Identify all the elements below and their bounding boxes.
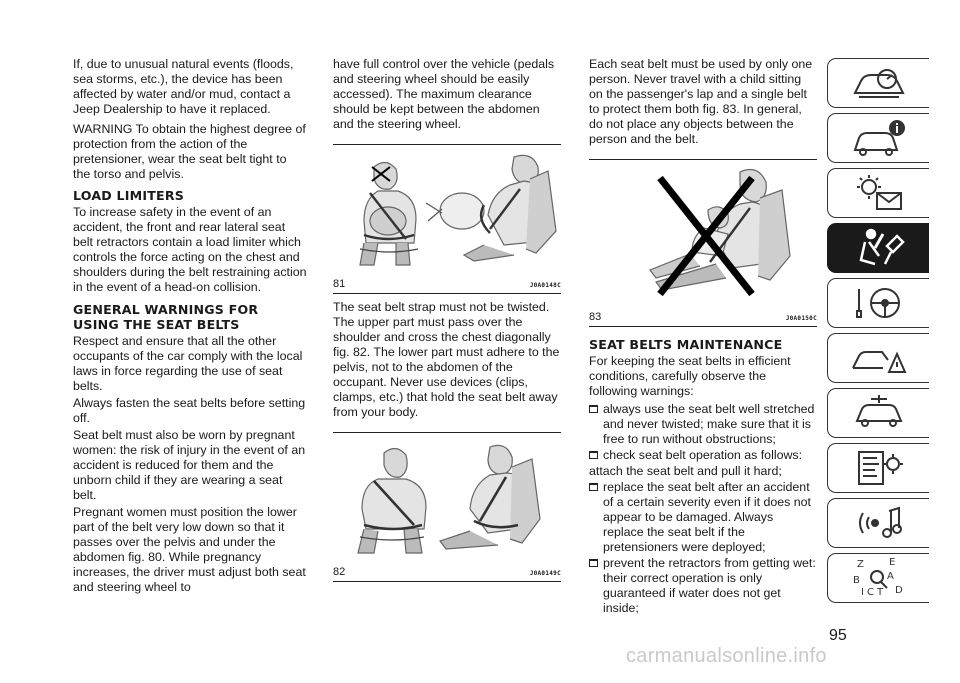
index-letter-d: D bbox=[894, 585, 903, 596]
heading-general-warnings-line1: GENERAL WARNINGS FOR bbox=[73, 302, 259, 317]
figure-83-caption bbox=[589, 310, 817, 326]
child-on-lap-prohibited-illustration bbox=[590, 164, 816, 302]
index-letter-z: Z bbox=[856, 559, 864, 570]
text-column-3 bbox=[589, 57, 817, 617]
paragraph-full-control: have full control over the vehicle (pedals and steering wheel should be easily accessed). The maximum clearance should be kept between the abdomen and the steering wheel. bbox=[333, 57, 555, 131]
warning-lights-message-icon bbox=[849, 173, 909, 213]
paragraph-water-mud: If, due to unusual natural events (floods, sea storms, etc.), the device has been affected by water and/or mud, contact a Jeep Dealership to have it replaced. bbox=[73, 57, 294, 116]
paragraph-maintenance-intro: For keeping the seat belts in efficient conditions, carefully observe the following warnings: bbox=[589, 354, 791, 398]
heading-load-limiters: LOAD LIMITERS bbox=[73, 188, 185, 203]
figure-82 bbox=[333, 432, 561, 582]
list-item-pull-hard: attach the seat belt and pull it hard; bbox=[589, 464, 782, 478]
index-letter-b: B bbox=[852, 575, 860, 586]
figure-83-code: J0A0150C bbox=[785, 315, 817, 322]
car-emergency-icon bbox=[849, 338, 909, 378]
car-info-icon bbox=[849, 118, 909, 158]
tab-multimedia[interactable] bbox=[827, 498, 929, 548]
chapter-tabs bbox=[827, 58, 929, 608]
tab-emergency[interactable] bbox=[827, 333, 929, 383]
index-letter-e: E bbox=[888, 557, 895, 568]
paragraph-pregnant-position: Pregnant women must position the lower part of the belt very low down so that it passes over the pelvis and under the abdomen fig. 80. While pregnancy increases, the driver must adjust both seat and steering wheel to bbox=[73, 505, 306, 594]
figure-81 bbox=[333, 144, 561, 294]
figure-82-number: 82 bbox=[333, 566, 346, 578]
figure-81-caption bbox=[333, 277, 561, 293]
tab-index[interactable] bbox=[827, 553, 929, 603]
list-item-prevent-wet: prevent the retractors from getting wet: their correct operation is only guaranteed if water does not get inside; bbox=[589, 556, 817, 616]
alphabetical-index-icon bbox=[849, 555, 909, 601]
tab-dashboard[interactable] bbox=[827, 58, 929, 108]
multimedia-music-icon bbox=[849, 503, 909, 543]
index-letter-a: A bbox=[886, 571, 894, 582]
figure-81-number: 81 bbox=[333, 278, 346, 290]
tab-technical-data[interactable] bbox=[827, 443, 929, 493]
tab-safety[interactable] bbox=[827, 223, 929, 273]
index-letter-t: T bbox=[876, 587, 883, 598]
bullet-box-icon bbox=[589, 451, 598, 459]
correct-seatbelt-position-illustration bbox=[334, 437, 560, 557]
tab-warning-lights[interactable] bbox=[827, 168, 929, 218]
tab-maintenance[interactable] bbox=[827, 388, 929, 438]
tab-starting-driving[interactable] bbox=[827, 278, 929, 328]
text-column-1 bbox=[73, 57, 307, 600]
list-item-replace-after-accident: replace the seat belt after an accident of a certain severity even if it does not appear to be damaged. Always replace the seat belt if the pretensioners were deployed; bbox=[589, 480, 817, 555]
tab-vehicle-info[interactable] bbox=[827, 113, 929, 163]
figure-81-code: J0A0148C bbox=[529, 282, 561, 289]
steering-wheel-key-icon bbox=[849, 283, 909, 323]
text-column-2 bbox=[333, 57, 561, 582]
index-letter-c: C bbox=[866, 587, 874, 598]
car-maintenance-icon bbox=[849, 393, 909, 433]
paragraph-occupants-laws: Respect and ensure that all the other occupants of the car comply with the local laws in force regarding the use of seat belts. bbox=[73, 334, 303, 393]
paragraph-pregnant-women: Seat belt must also be worn by pregnant women: the risk of injury in the event of an accident is reduced for them and the unborn child if they are wearing a seat belt. bbox=[73, 428, 306, 502]
heading-general-warnings bbox=[73, 302, 307, 332]
bullet-box-icon bbox=[589, 405, 598, 413]
figure-82-code: J0A0149C bbox=[529, 570, 561, 577]
heading-seat-belts-maintenance: SEAT BELTS MAINTENANCE bbox=[589, 337, 783, 352]
bullet-box-icon bbox=[589, 559, 598, 567]
watermark: carmanualsonline.info bbox=[626, 645, 827, 667]
list-item-stretched: always use the seat belt well stretched and never twisted; make sure that it is free to run without obstructions; bbox=[589, 402, 817, 447]
technical-data-gear-icon bbox=[849, 448, 909, 488]
page-number: 95 bbox=[829, 627, 847, 644]
figure-82-caption bbox=[333, 565, 561, 581]
seat-airbag-safety-icon bbox=[849, 226, 909, 270]
pregnant-woman-seatbelt-illustration bbox=[334, 149, 560, 269]
heading-general-warnings-line2: USING THE SEAT BELTS bbox=[73, 317, 240, 332]
paragraph-warning-pretensioner: WARNING To obtain the highest degree of protection from the action of the pretensioner, wear the seat belt tight to the torso and pelvis. bbox=[73, 122, 306, 181]
paragraph-fasten-before: Always fasten the seat belts before setting off. bbox=[73, 396, 306, 425]
paragraph-strap-twisted: The seat belt strap must not be twisted. The upper part must pass over the shoulder and cross the chest diagonally fig. 82. The lower part must adhere to the pelvis, not to the abdomen of the occupant. Never use devices (clips, clamps, etc.) that hold the seat belt away from your body. bbox=[333, 300, 560, 419]
figure-83-number: 83 bbox=[589, 311, 602, 323]
paragraph-one-person: Each seat belt must be used by only one person. Never travel with a child sitting on the passenger's lap and a single belt to protect them both fig. 83. In general, do not place any objects between the person and the belt. bbox=[589, 57, 813, 146]
bullet-box-icon bbox=[589, 483, 598, 491]
car-dashboard-icon bbox=[849, 63, 909, 103]
index-letter-i: I bbox=[860, 587, 864, 598]
list-item-check-operation: check seat belt operation as follows: bbox=[589, 448, 817, 463]
figure-83 bbox=[589, 159, 817, 327]
paragraph-load-limiters: To increase safety in the event of an accident, the front and rear lateral seat belt retractors contain a load limiter which controls the force acting on the chest and shoulders during the belt restraining action in the event of a head-on collision. bbox=[73, 205, 307, 294]
